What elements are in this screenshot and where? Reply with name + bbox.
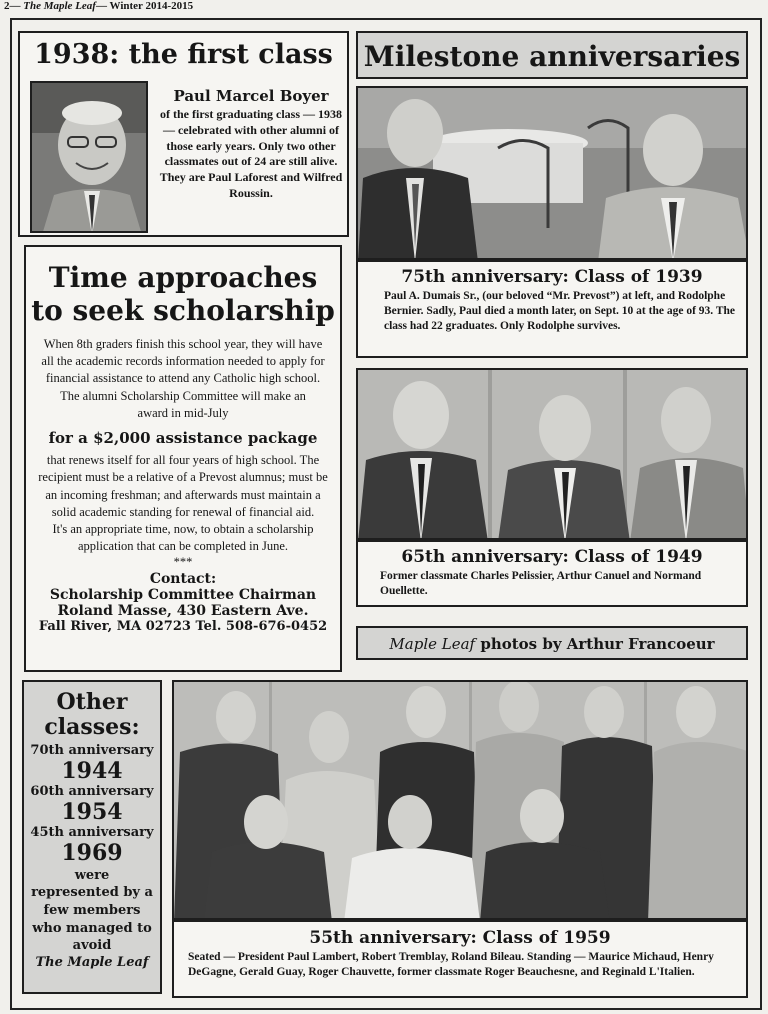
contact-line1: Scholarship Committee Chairman <box>49 587 317 604</box>
scholarship-title-line2: to seek scholarship <box>31 294 335 328</box>
class-1959-photo <box>172 680 748 920</box>
issue-date: Winter 2014-2015 <box>109 0 194 12</box>
class-1939-title: 75th anniversary: Class of 1939 <box>401 267 703 287</box>
scholarship-box <box>24 245 342 672</box>
milestone-title: Milestone anniversaries <box>363 40 741 73</box>
boyer-portrait <box>30 81 148 233</box>
first-class-body: of the first graduating class — 1938 — celebrated with other alumni of those early years. Only two other classmates out of 24 are still alive. They are Paul Laforest and Wilfred Roussin. <box>159 107 343 201</box>
scholarship-para4: It's an appropriate time, now, to obtain a scholarship application that can be completed in June. <box>52 522 314 554</box>
class-1959-image <box>174 682 748 920</box>
other-classes-closing: were represented by a few members who managed to avoid <box>31 867 153 954</box>
other-classes-title-line2: classes: <box>44 714 140 741</box>
photo-credit-pub: Maple Leaf <box>389 635 476 653</box>
contact-line2: Roland Masse, 430 Eastern Ave. <box>57 603 309 620</box>
publication-name: The Maple Leaf <box>23 0 96 12</box>
class-1949-body: Former classmate Charles Pelissier, Arthur Canuel and Normand Ouellette. <box>380 570 702 597</box>
class-1939-body: Paul A. Dumais Sr., (our beloved “Mr. Prevost”) at left, and Rodolphe Bernier. Sadly, Paul died a month later, on Sept. 10 at the age of 93. The class had 22 graduates. Only Rodolphe survives. <box>384 290 735 332</box>
first-class-title: 1938: the first class <box>34 39 333 70</box>
class-1949-title: 65th anniversary: Class of 1949 <box>401 547 703 567</box>
class-1959-caption <box>172 920 748 998</box>
other-class-label-70: 70th anniversary <box>30 742 154 758</box>
page-header: 2— The Maple Leaf— Winter 2014-2015 <box>4 0 194 12</box>
photo-credit-text: photos by Arthur Francoeur <box>475 635 715 653</box>
class-1949-image <box>358 370 748 540</box>
photo-credit-banner <box>356 626 748 660</box>
scholarship-para2: The alumni Scholarship Committee will make an award in mid-July <box>60 388 306 420</box>
first-class-box <box>18 31 349 237</box>
class-1949-photo <box>356 368 748 540</box>
photo-credit <box>358 635 746 653</box>
other-classes-title-line1: Other <box>56 689 128 715</box>
page-number: 2 <box>4 0 10 12</box>
class-1939-caption <box>356 260 748 358</box>
class-1939-image <box>358 88 748 260</box>
first-class-text <box>156 87 346 202</box>
contact-line3: Fall River, MA 02723 Tel. 508-676-0452 <box>38 619 328 635</box>
class-1959-body: Seated — President Paul Lambert, Robert Tremblay, Roland Bileau. Standing — Maurice Michaud, Henry DeGagne, Gerald Guay, Roger Chauvette, former classmate Roger Beauchesne, and Reginald L'Italien. <box>188 951 714 978</box>
other-class-year-1969: 1969 <box>61 840 123 867</box>
other-class-label-45: 45th anniversary <box>30 825 154 841</box>
other-class-year-1954: 1954 <box>61 798 123 825</box>
milestone-banner <box>356 31 748 79</box>
scholarship-para3: that renews itself for all four years of high school. The recipient must be a relative of a Prevost alumnus; must be an incoming freshman; and afterwards must maintain a solid academic standing for renewal of financial aid. <box>38 453 328 519</box>
scholarship-package: for a $2,000 assistance package <box>48 429 318 448</box>
class-1939-photo <box>356 86 748 260</box>
other-class-year-1944: 1944 <box>61 757 123 784</box>
other-classes-closing-pub: The Maple Leaf <box>35 955 149 971</box>
class-1949-caption <box>356 540 748 607</box>
other-classes-box <box>22 680 162 994</box>
portrait-image <box>32 83 148 233</box>
scholarship-para1: When 8th graders finish this school year, they will have all the academic records information needed to apply for financial assistance to attend any Catholic high school. <box>41 336 325 386</box>
scholarship-stars: *** <box>173 554 193 569</box>
contact-label: Contact: <box>149 571 217 588</box>
class-1959-title: 55th anniversary: Class of 1959 <box>309 928 611 948</box>
scholarship-title-line1: Time approaches <box>48 261 318 294</box>
other-class-label-60: 60th anniversary <box>30 783 154 799</box>
boyer-name: Paul Marcel Boyer <box>173 87 329 105</box>
